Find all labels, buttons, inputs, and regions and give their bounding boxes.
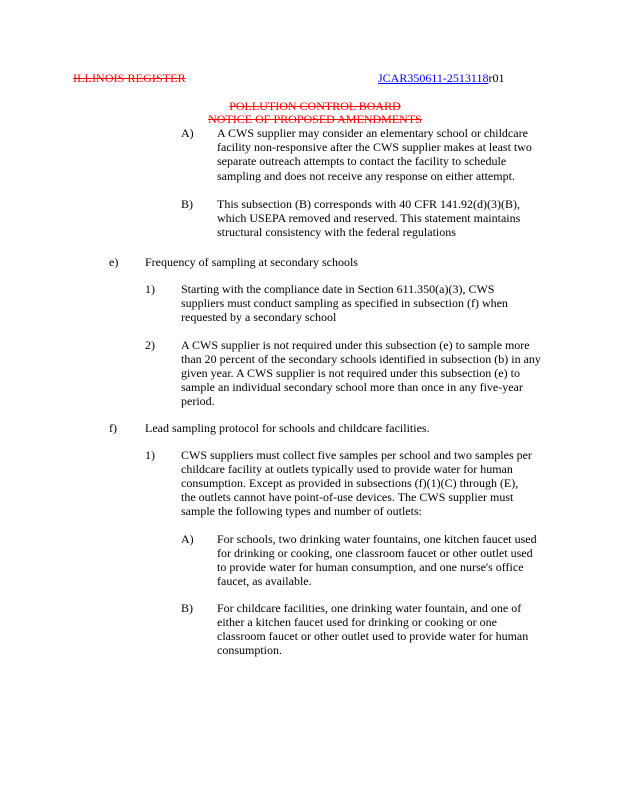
paragraph-line: classroom faucet or other outlet used to provide water for human (217, 629, 529, 643)
paragraph-line: period. (181, 394, 215, 408)
section-heading: Frequency of sampling at secondary schools (145, 255, 358, 269)
paragraph-line: separate outreach attempts to contact the facility to schedule (217, 154, 507, 168)
item-label: 1) (145, 448, 155, 462)
paragraph-line: A CWS supplier is not required under this subsection (e) to sample more (181, 338, 530, 352)
paragraph-line: Starting with the compliance date in Section 611.350(a)(3), CWS (181, 282, 495, 296)
jcar-suffix: r01 (488, 71, 505, 85)
paragraph-line: CWS suppliers must collect five samples per school and two samples per (181, 448, 532, 462)
section-label: f) (109, 421, 117, 435)
paragraph-line: This subsection (B) corresponds with 40 CFR 141.92(d)(3)(B), (217, 197, 520, 211)
paragraph-line: than 20 percent of the secondary schools identified in subsection (b) in any (181, 352, 541, 366)
section-label: e) (109, 255, 119, 269)
paragraph-line: facility non-responsive after the CWS supplier makes at least two (217, 140, 532, 154)
paragraph-line: consumption. Except as provided in subsections (f)(1)(C) through (E), (181, 476, 519, 490)
jcar-link[interactable]: JCAR350611-2513118 (378, 71, 489, 85)
paragraph-line: consumption. (217, 643, 282, 657)
paragraph-line: the outlets cannot have point-of-use devices. The CWS supplier must (181, 490, 514, 504)
paragraph-line: requested by a secondary school (181, 310, 337, 324)
notice-title: NOTICE OF PROPOSED AMENDMENTS (208, 112, 422, 126)
paragraph-line: either a kitchen faucet used for drinking or cooking or one (217, 615, 497, 629)
paragraph-line: suppliers must conduct sampling as specified in subsection (f) when (181, 296, 508, 310)
paragraph-line: for drinking or cooking, one classroom faucet or other outlet used (217, 546, 533, 560)
paragraph-line: For childcare facilities, one drinking water fountain, and one of (217, 601, 522, 615)
item-label: B) (181, 197, 193, 211)
register-header: ILLINOIS REGISTER (73, 71, 186, 85)
item-label: 1) (145, 282, 155, 296)
board-title: POLLUTION CONTROL BOARD (229, 99, 401, 113)
item-label: B) (181, 601, 193, 615)
section-heading: Lead sampling protocol for schools and childcare facilities. (145, 421, 430, 435)
item-label: 2) (145, 338, 155, 352)
paragraph-line: structural consistency with the federal regulations (217, 225, 456, 239)
paragraph-line: sample an individual secondary school more than once in any five-year (181, 380, 523, 394)
paragraph-line: childcare facility at outlets typically used to provide water for human (181, 462, 513, 476)
paragraph-line: given year. A CWS supplier is not required under this subsection (e) to (181, 366, 520, 380)
paragraph-line: A CWS supplier may consider an elementary school or childcare (217, 126, 528, 140)
paragraph-line: faucet, as available. (217, 574, 312, 588)
paragraph-line: to provide water for human consumption, and one nurse's office (217, 560, 524, 574)
paragraph-line: For schools, two drinking water fountains, one kitchen faucet used (217, 532, 537, 546)
paragraph-line: sampling and does not receive any response on either attempt. (217, 169, 515, 183)
paragraph-line: which USEPA removed and reserved. This statement maintains (217, 211, 521, 225)
jcar-reference (378, 72, 504, 85)
item-label: A) (181, 126, 194, 140)
paragraph-line: sample the following types and number of outlets: (181, 504, 422, 518)
item-label: A) (181, 532, 194, 546)
